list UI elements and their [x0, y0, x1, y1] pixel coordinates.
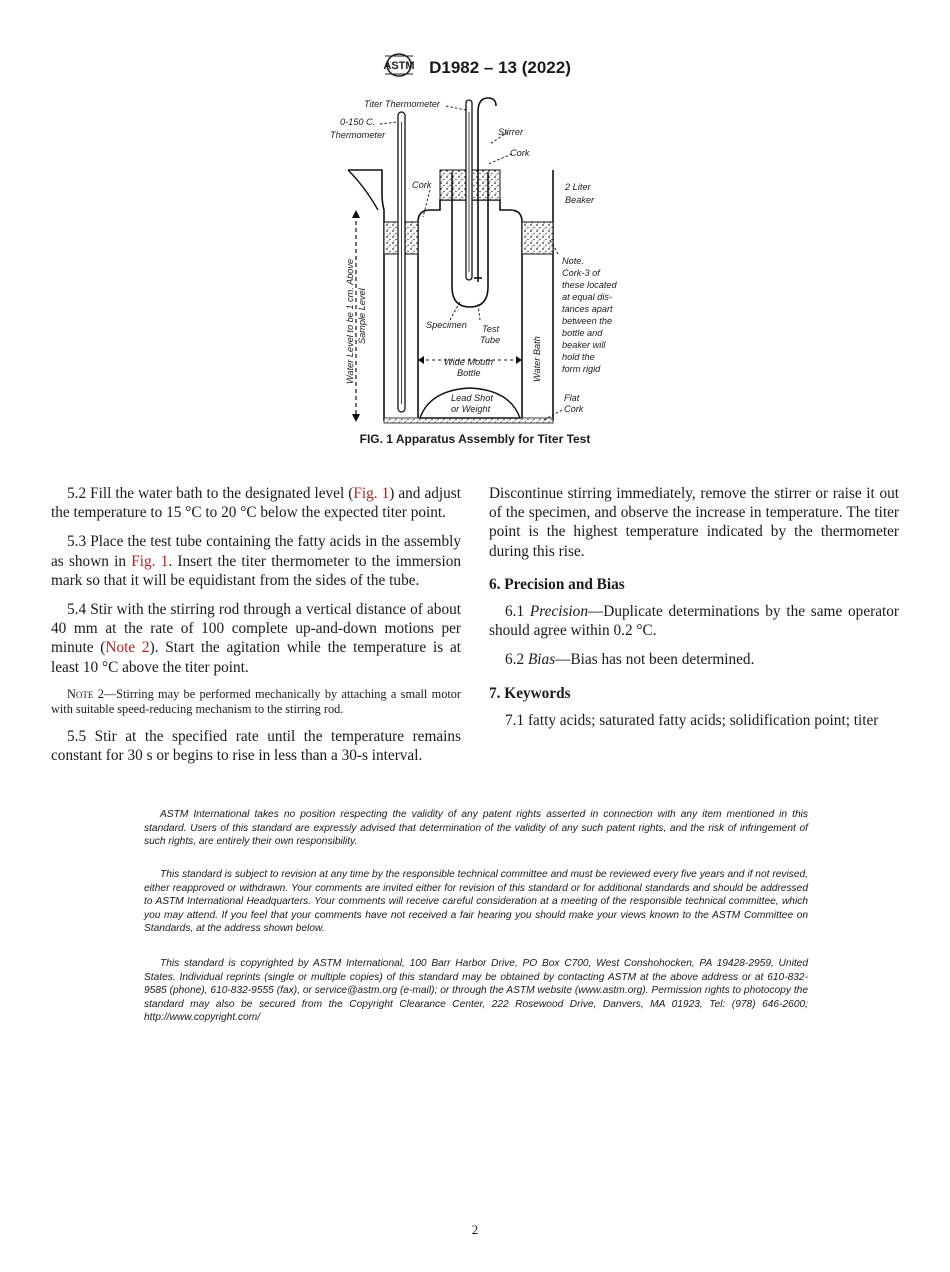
svg-text:beaker will: beaker will — [562, 340, 606, 350]
figure-caption: FIG. 1 Apparatus Assembly for Titer Test — [359, 432, 591, 446]
footer-patent-notice: ASTM International takes no position respecting the validity of any patent rights asserted in connection with any item mentioned in this standard. Users of this standard are expressly advised that determination of the validity of any such patent rights, and the risk of infringement of such rights, are entirely their own responsibility. — [144, 809, 808, 848]
heading-keywords: 7. Keywords — [489, 684, 571, 702]
label-beaker-1: 2 Liter — [565, 182, 591, 192]
page-header — [0, 52, 950, 83]
svg-text:form rigid: form rigid — [562, 364, 601, 374]
paragraph-5-4: 5.4 Stir with the stirring rod through a vertical distance of about 40 mm at the rate of 100 complete up-and-down motions per minute (Note 2). Start the agitation while the temperature is at least 10 °C above the titer point. — [51, 601, 461, 676]
svg-text:ASTM: ASTM — [383, 60, 415, 72]
figure-note — [562, 256, 618, 374]
paragraph-6-2: 6.2 Bias—Bias has not been determined. — [505, 651, 755, 669]
designation: D1982 – 13 (2022) — [429, 57, 571, 77]
left-column — [51, 484, 461, 775]
svg-text:between the: between the — [562, 316, 613, 326]
label-thermometer: Thermometer — [330, 130, 386, 140]
label-specimen: Specimen — [426, 320, 467, 330]
paragraph-5-3: 5.3 Place the test tube containing the fatty acids in the assembly as shown in Fig. 1. Insert the titer thermometer to the immersion mark so that it will be equidistant from the sides of the tube. — [51, 533, 462, 589]
label-lead-shot-1: Lead Shot — [451, 393, 493, 403]
paragraph-5-5: 5.5 Stir at the specified rate until the temperature remains constant for 30 s or begins to rise in less than a 30-s interval. — [51, 727, 461, 765]
label-beaker-2: Beaker — [565, 195, 595, 205]
note-2: Note 2—Stirring may be performed mechanically by attaching a small motor with suitable speed-reducing mechanism to the stirring rod. — [51, 686, 461, 716]
label-cork-top: Cork — [510, 148, 530, 158]
paragraph-7-1: 7.1 fatty acids; saturated fatty acids; solidification point; titer — [505, 711, 879, 729]
label-cork-left: Cork — [412, 180, 432, 190]
label-water-bath: Water Bath — [532, 336, 542, 382]
svg-text:tances apart: tances apart — [562, 304, 613, 314]
fig1-link[interactable]: Fig. 1 — [131, 552, 169, 570]
svg-text:at equal dis-: at equal dis- — [562, 292, 613, 302]
apparatus-figure — [320, 92, 630, 432]
label-wide-mouth-1: Wide Mouth — [444, 357, 493, 367]
paragraph-6-1: 6.1 Precision—Duplicate determinations by the same operator should agree within 0.2 °C. — [489, 603, 899, 640]
heading-precision-bias: 6. Precision and Bias — [489, 575, 625, 593]
footer-revision-notice: This standard is subject to revision at any time by the responsible technical committee and must be reviewed every five years and if not revised, either reapproved or withdrawn. Your comments are invited either for revision of this standard or for additional standards and should be addressed to ASTM International Headquarters. Your comments will receive careful consideration at a meeting of the responsible technical committee, which you may attend. If you feel that your comments have not received a fair hearing you should make your views known to the ASTM Committee on Standards, at the address shown below. — [144, 869, 808, 935]
note2-link[interactable]: Note 2 — [105, 639, 150, 657]
svg-text:hold the: hold the — [562, 352, 595, 362]
label-lead-shot-2: or Weight — [451, 404, 491, 414]
label-flat-2: Cork — [564, 404, 584, 414]
svg-text:Note.: Note. — [562, 256, 584, 266]
label-stirrer: Stirrer — [498, 127, 524, 137]
fig1-link[interactable]: Fig. 1 — [353, 485, 390, 502]
paragraph-5-5-continued: Discontinue stirring immediately, remove the stirrer or raise it out of the specimen, and observe the increase in temperature. The titer point is the highest temperature indicated by the thermometer during this rise. — [489, 485, 899, 560]
svg-text:Cork-3 of: Cork-3 of — [562, 268, 600, 278]
label-flat-1: Flat — [564, 393, 580, 403]
astm-logo-icon — [379, 52, 419, 83]
label-thermometer-range: 0-150 C. — [340, 117, 376, 127]
footer-copyright-notice: This standard is copyrighted by ASTM International, 100 Barr Harbor Drive, PO Box C700, West Conshohocken, PA 19428-2959, United States. Individual reprints (single or multiple copies) of this standard may be obtained by contacting ASTM at the above address or at 610-832-9585 (phone), 610-832-9555 (fax), or service@astm.org (e-mail); or through the ASTM website (www.astm.org). Permission rights to photocopy the standard may also be secured from the Copyright Clearance Center, 222 Rosewood Drive, Danvers, MA 01923, Tel: (978) 646-2600; http://www.copyright.com/ — [144, 958, 808, 1024]
label-sample-level: Sample Level — [357, 288, 367, 344]
page-number: 2 — [471, 1222, 479, 1237]
svg-text:bottle and: bottle and — [562, 328, 603, 338]
right-column — [489, 484, 899, 740]
paragraph-5-2: 5.2 Fill the water bath to the designated level (Fig. 1) and adjust the temperature to 15 °C to 20 °C below the expected titer point. — [51, 485, 462, 522]
label-wide-mouth-2: Bottle — [457, 368, 481, 378]
svg-text:these located: these located — [562, 280, 617, 290]
label-test-tube-2: Tube — [480, 335, 501, 345]
label-titer-thermometer: Titer Thermometer — [364, 99, 440, 109]
label-test-tube-1: Test — [482, 324, 500, 334]
label-water-level: Water Level to be 1 cm. Above — [345, 258, 355, 384]
